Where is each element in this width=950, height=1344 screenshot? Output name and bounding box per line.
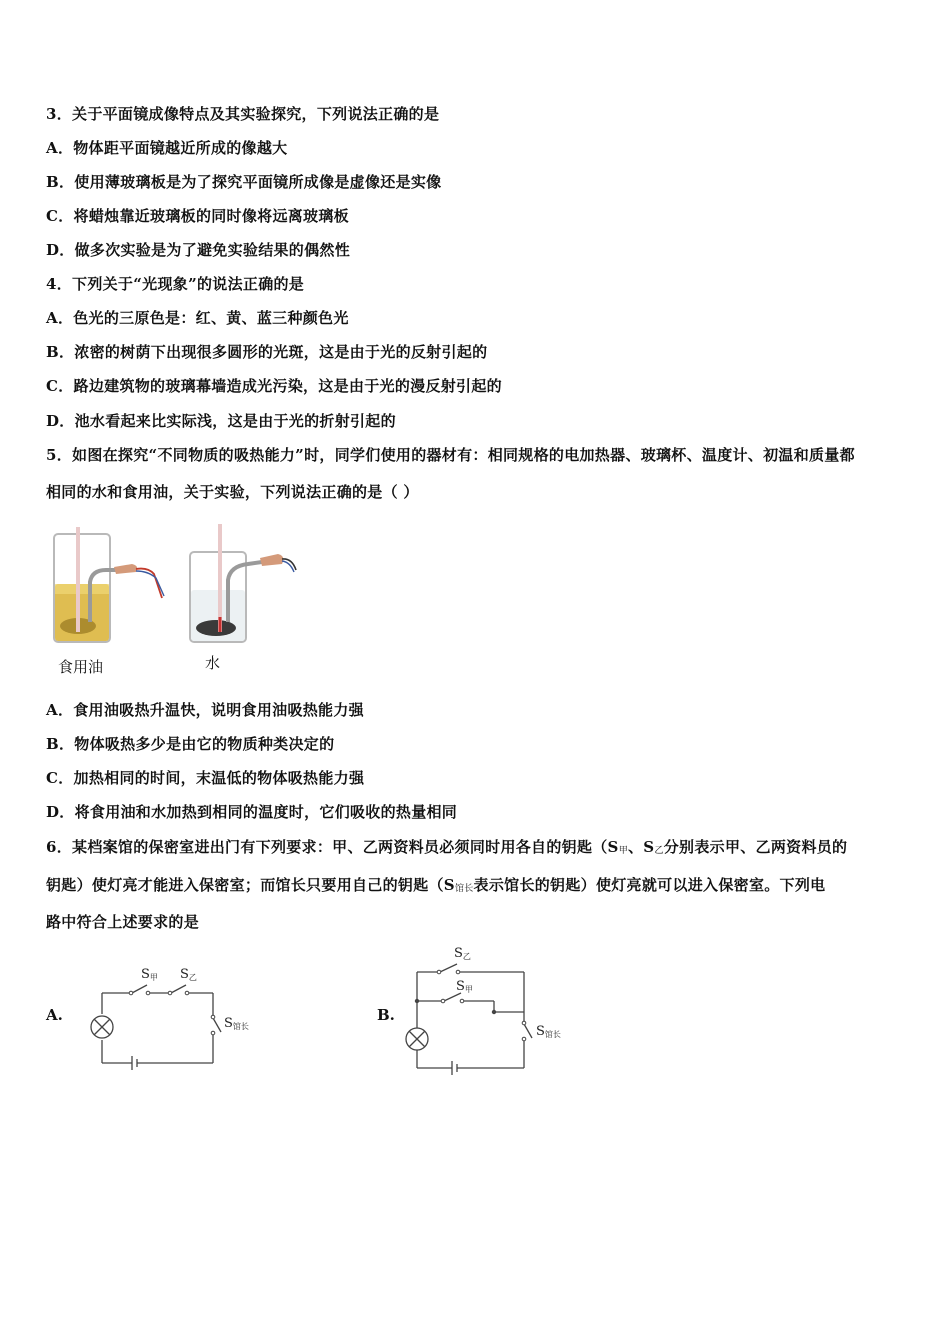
q6-sub-jia: 甲: [618, 846, 628, 856]
q4-option-c: C．路边建筑物的玻璃幕墙造成光污染，这是由于光的漫反射引起的: [46, 377, 502, 395]
q6-stem-line1-mid: 、S: [628, 838, 655, 856]
q4-option-b: B．浓密的树荫下出现很多圆形的光斑，这是由于光的反射引起的: [46, 343, 488, 361]
q5-stem-line2: 相同的水和食用油，关于实验，下列说法正确的是（ ）: [46, 483, 419, 501]
water-label: 水: [205, 654, 221, 672]
q3-stem: 3．关于平面镜成像特点及其实验探究，下列说法正确的是: [46, 105, 440, 123]
q6-stem-line1-part1: 6．某档案馆的保密室进出门有下列要求：甲、乙两资料员必须同时用各自的钥匙（S: [46, 838, 619, 856]
q6-stem-line3: 路中符合上述要求的是: [46, 913, 200, 931]
q3-option-a: A．物体距平面镜越近所成的像越大: [46, 139, 288, 157]
circuit-a-s-jia: S甲: [141, 967, 158, 982]
q5-option-b: B．物体吸热多少是由它的物质种类决定的: [46, 735, 335, 753]
circuit-a-s-yi: S乙: [180, 967, 197, 982]
circuit-b-s-jia: S甲: [456, 979, 473, 994]
q5-stem-line1: 5．如图在探究“不同物质的吸热能力”时，同学们使用的器材有：相同规格的电加热器、玻璃杯、温度计、初温和质量都: [46, 446, 855, 464]
water-beaker-figure: [182, 522, 312, 647]
q6-sub-guanzhang: 馆长: [454, 884, 474, 894]
circuit-b-diagram: [400, 938, 590, 1078]
q3-option-d: D．做多次实验是为了避免实验结果的偶然性: [46, 241, 351, 259]
circuit-option-a-label: A.: [46, 1006, 63, 1024]
q6-stem-line2-part2: 表示馆长的钥匙）使灯亮就可以进入保密室。下列电: [473, 876, 826, 894]
q5-option-c: C．加热相同的时间，末温低的物体吸热能力强: [46, 769, 365, 787]
q5-option-d: D．将食用油和水加热到相同的温度时，它们吸收的热量相同: [46, 803, 458, 821]
q6-stem-line2: [46, 874, 825, 895]
circuit-a-s-guanzhang: S馆长: [224, 1016, 249, 1031]
q6-sub-yi: 乙: [654, 846, 664, 856]
q6-stem-line1-part2: 分别表示甲、乙两资料员的: [663, 838, 848, 856]
q6-stem-line2-part1: 钥匙）使灯亮才能进入保密室；而馆长只要用自己的钥匙（S: [46, 876, 455, 894]
q3-option-b: B．使用薄玻璃板是为了探究平面镜所成像是虚像还是实像: [46, 173, 442, 191]
circuit-b-s-guanzhang: S馆长: [536, 1024, 561, 1039]
q4-option-a: A．色光的三原色是：红、黄、蓝三种颜色光: [46, 309, 349, 327]
q4-stem: 4．下列关于“光现象”的说法正确的是: [46, 275, 305, 293]
q3-option-c: C．将蜡烛靠近玻璃板的同时像将远离玻璃板: [46, 207, 349, 225]
circuit-option-b-label: B.: [377, 1006, 395, 1024]
circuit-b-s-yi: S乙: [454, 946, 471, 961]
oil-label: 食用油: [58, 658, 104, 676]
q4-option-d: D．池水看起来比实际浅，这是由于光的折射引起的: [46, 412, 396, 430]
q6-stem-line1: [46, 836, 847, 857]
circuit-a-diagram: [85, 960, 265, 1072]
oil-beaker-figure: [44, 522, 174, 647]
q5-option-a: A．食用油吸热升温快，说明食用油吸热能力强: [46, 701, 364, 719]
